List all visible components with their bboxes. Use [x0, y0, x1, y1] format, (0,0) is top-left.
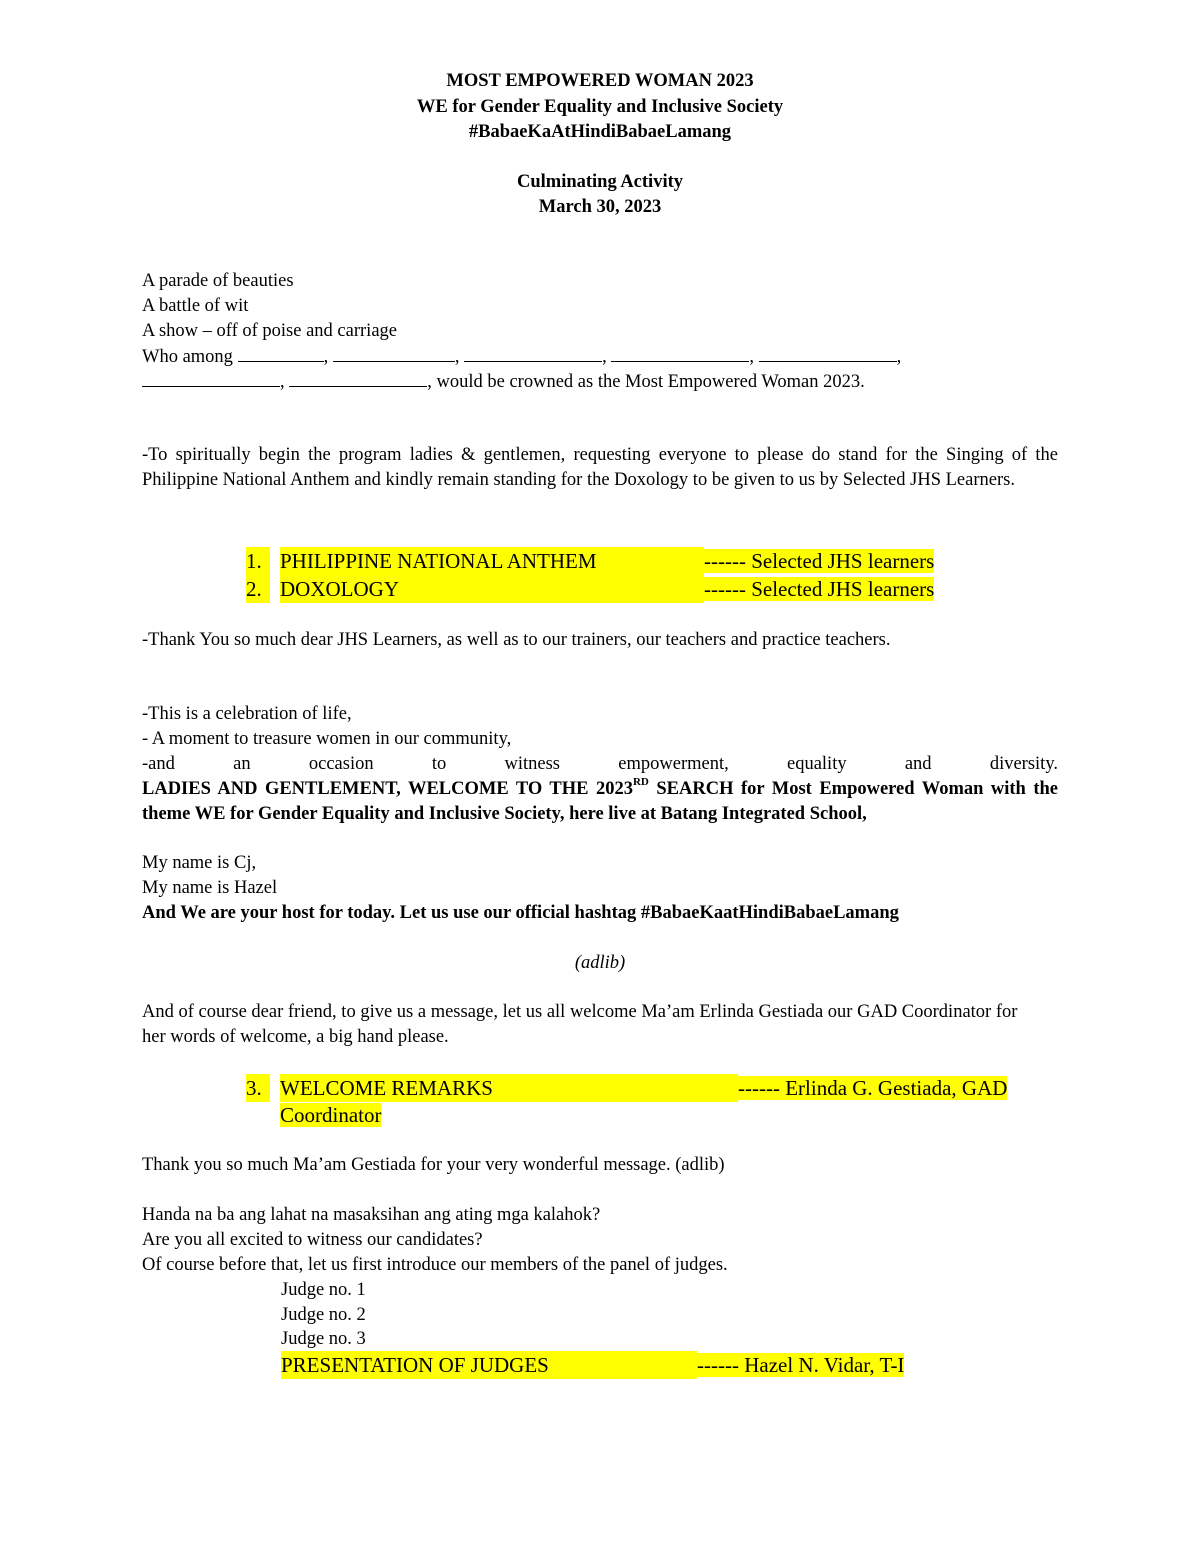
- host-line-1: My name is Cj,: [142, 853, 257, 873]
- blank-line: [142, 369, 280, 387]
- opening-paragraph: -To spiritually begin the program ladies & gentlemen, requesting everyone to please do stand for the Singing of the Philippine National Anthem and kindly remain standing for the Doxology to be given to us by Selected JHS Learners.: [142, 445, 1058, 490]
- judge-item: Judge no. 1: [281, 1280, 366, 1300]
- who-among-text: Who among: [142, 347, 233, 367]
- intro-line-5: , , would be crowned as the Most Empowered Woman 2023.: [142, 369, 865, 395]
- document-hashtag: #BabaeKaAtHindiBabaeLamang: [468, 122, 732, 142]
- blank-line: [759, 344, 897, 362]
- blank-line: [289, 369, 427, 387]
- document-theme: WE for Gender Equality and Inclusive Society: [416, 97, 784, 117]
- host-line-2: My name is Hazel: [142, 878, 278, 898]
- message-paragraph: And of course dear friend, to give us a message, let us all welcome Ma’am Erlinda Gestiada our GAD Coordinator for her words of welcome, a big hand please.: [142, 1002, 1018, 1047]
- blank-line: [333, 344, 455, 362]
- program-item-3-continued: Coordinator: [280, 1103, 382, 1127]
- program-item-by: ------ Erlinda G. Gestiada, GAD: [738, 1076, 1008, 1100]
- candidates-line-2: Are you all excited to witness our candidates?: [142, 1230, 483, 1250]
- thanks-paragraph: -Thank You so much dear JHS Learners, as well as to our trainers, our teachers and practice teachers.: [142, 630, 891, 650]
- celebration-line-3: -and an occasion to witness empowerment, equality and diversity.: [142, 754, 1058, 774]
- program-item-judges: [281, 1351, 904, 1379]
- adlib-note: (adlib): [574, 953, 626, 973]
- blank-line: [238, 344, 324, 362]
- host-line-3: And We are your host for today. Let us use our official hashtag #BabaeKaatHindiBabaeLamang: [142, 903, 899, 923]
- program-item-1: 1. PHILIPPINE NATIONAL ANTHEM ------ Selected JHS learners: [246, 549, 935, 573]
- crowned-text: , would be crowned as the Most Empowered Woman 2023.: [427, 372, 865, 392]
- activity-date: March 30, 2023: [538, 197, 662, 217]
- program-item-title: PRESENTATION OF JUDGES: [281, 1351, 697, 1379]
- program-item-by: ------ Selected JHS learners: [704, 577, 935, 601]
- intro-line-4: Who among , , , , ,: [142, 344, 901, 370]
- intro-line-2: A battle of wit: [142, 296, 249, 316]
- program-item-2: 2. DOXOLOGY ------ Selected JHS learners: [246, 577, 935, 601]
- intro-line-1: A parade of beauties: [142, 271, 294, 291]
- program-item-title: WELCOME REMARKS: [280, 1074, 738, 1102]
- judge-item: Judge no. 2: [281, 1305, 366, 1325]
- program-item-title: DOXOLOGY: [280, 575, 704, 603]
- program-item-title: PHILIPPINE NATIONAL ANTHEM: [280, 547, 704, 575]
- intro-line-3: A show – off of poise and carriage: [142, 321, 397, 341]
- welcome-statement: LADIES AND GENTLEMENT, WELCOME TO THE 2023RD SEARCH for Most Empowered Woman with the theme WE for Gender Equality and Inclusive Society, here live at Batang Integrated School,: [142, 776, 1058, 824]
- blank-line: [464, 344, 602, 362]
- celebration-line-2: - A moment to treasure women in our community,: [142, 729, 512, 749]
- blank-line: [611, 344, 749, 362]
- candidates-line-3: Of course before that, let us first introduce our members of the panel of judges.: [142, 1255, 728, 1275]
- document-title: MOST EMPOWERED WOMAN 2023: [446, 71, 754, 91]
- candidates-line-1: Handa na ba ang lahat na masaksihan ang ating mga kalahok?: [142, 1205, 601, 1225]
- celebration-line-1: -This is a celebration of life,: [142, 704, 352, 724]
- activity-label: Culminating Activity: [517, 172, 683, 192]
- program-item-by: ------ Selected JHS learners: [704, 549, 935, 573]
- program-item-3: 3. WELCOME REMARKS ------ Erlinda G. Gestiada, GAD: [246, 1076, 1008, 1100]
- program-item-by: ------ Hazel N. Vidar, T-I: [697, 1353, 905, 1377]
- thank-gestiada: Thank you so much Ma’am Gestiada for your very wonderful message. (adlib): [142, 1155, 725, 1175]
- judge-item: Judge no. 3: [281, 1329, 366, 1349]
